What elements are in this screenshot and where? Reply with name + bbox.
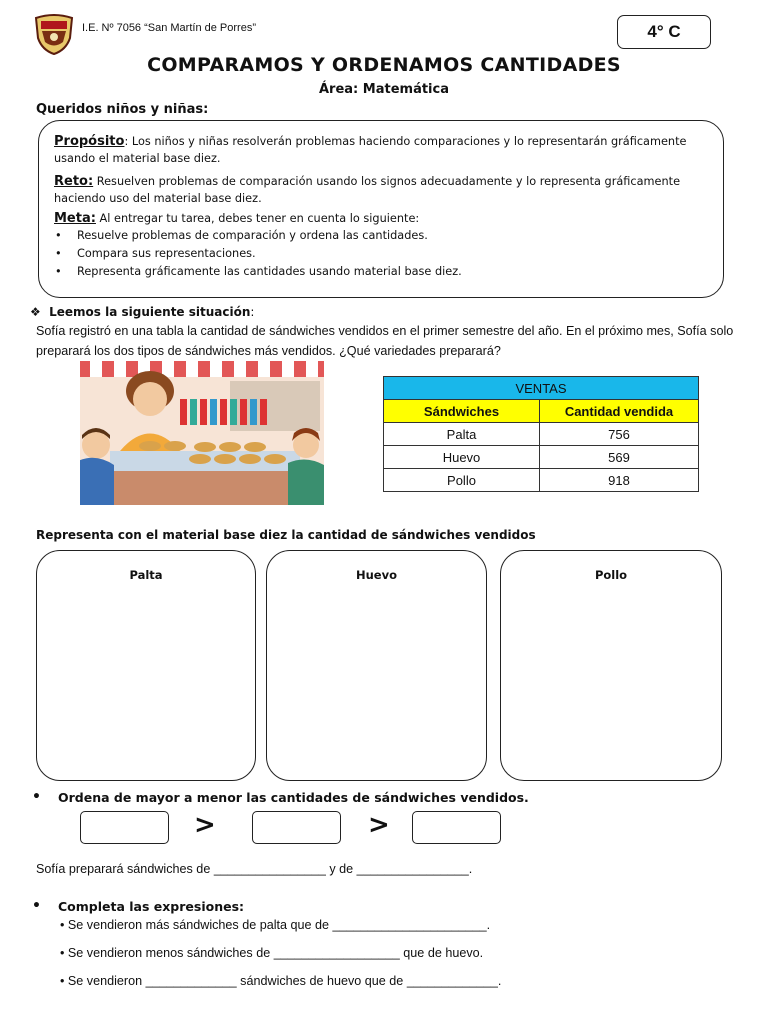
diamond-bullet-icon: ❖ bbox=[30, 305, 41, 319]
reto-text: Resuelven problemas de comparación usando los signos adecuadamente y lo representa gráficamente haciendo uso del material base diez. bbox=[54, 175, 681, 205]
reto-label: Reto: bbox=[54, 174, 94, 189]
meta-label: Meta: bbox=[54, 211, 96, 226]
situation-heading bbox=[30, 305, 254, 319]
table-cell: 756 bbox=[540, 423, 699, 446]
table-cell: Huevo bbox=[384, 446, 540, 469]
bullet-icon: • bbox=[32, 898, 41, 914]
grade-badge: 4° C bbox=[617, 15, 711, 49]
situation-heading-colon: : bbox=[250, 305, 255, 319]
table-cell: 569 bbox=[540, 446, 699, 469]
table-cell: 918 bbox=[540, 469, 699, 492]
answer-box-pollo[interactable]: Pollo bbox=[500, 550, 722, 781]
proposito-label: Propósito bbox=[54, 134, 125, 149]
answer-box-huevo[interactable]: Huevo bbox=[266, 550, 487, 781]
table-row bbox=[384, 446, 699, 469]
situation-heading-text: Leemos la siguiente situación bbox=[49, 305, 251, 319]
greeting: Queridos niños y niñas: bbox=[36, 102, 209, 117]
sales-table bbox=[383, 376, 699, 492]
greater-than-symbol: > bbox=[194, 810, 216, 840]
represent-instruction: Representa con el material base diez la cantidad de sándwiches vendidos bbox=[36, 528, 536, 542]
answer-line[interactable]: Sofía preparará sándwiches de ________________ y de ________________. bbox=[36, 862, 473, 876]
order-instruction: Ordena de mayor a menor las cantidades de sándwiches vendidos. bbox=[58, 790, 529, 805]
subject-area: Área: Matemática bbox=[319, 82, 449, 97]
page-title: COMPARAMOS Y ORDENAMOS CANTIDADES bbox=[147, 54, 621, 76]
bullet-icon: • bbox=[32, 789, 41, 805]
complete-expression[interactable]: • Se vendieron más sándwiches de palta que de ______________________. bbox=[60, 918, 491, 932]
complete-expression[interactable]: • Se vendieron _____________ sándwiches de huevo que de _____________. bbox=[60, 974, 502, 988]
proposito-text: : Los niños y niñas resolverán problemas haciendo comparaciones y lo representarán gráficamente usando el material base diez. bbox=[54, 135, 687, 165]
proposito bbox=[54, 133, 714, 167]
table-cell: Pollo bbox=[384, 469, 540, 492]
complete-instruction: Completa las expresiones: bbox=[58, 899, 245, 914]
order-answer-box[interactable] bbox=[412, 811, 501, 844]
school-crest-icon bbox=[32, 12, 76, 56]
situation-text: Sofía registró en una tabla la cantidad de sándwiches vendidos en el primer semestre del año. En el próximo mes, Sofía solo preparará los dos tipos de sándwiches más vendidos. ¿Qué variedades preparará? bbox=[36, 324, 734, 358]
goals-box bbox=[38, 120, 724, 298]
table-row bbox=[384, 423, 699, 446]
reto bbox=[54, 173, 714, 207]
order-answer-box[interactable] bbox=[80, 811, 169, 844]
meta-bullet: • Representa gráficamente las cantidades usando material base diez. bbox=[77, 265, 462, 278]
sales-table-header: Cantidad vendida bbox=[540, 400, 699, 423]
meta bbox=[54, 210, 714, 227]
table-cell: Palta bbox=[384, 423, 540, 446]
order-answer-box[interactable] bbox=[252, 811, 341, 844]
sales-table-caption: VENTAS bbox=[384, 377, 699, 400]
answer-box-palta[interactable]: Palta bbox=[36, 550, 256, 781]
greater-than-symbol: > bbox=[368, 810, 390, 840]
meta-bullet: • Resuelve problemas de comparación y ordena las cantidades. bbox=[77, 229, 428, 242]
meta-text: Al entregar tu tarea, debes tener en cuenta lo siguiente: bbox=[95, 212, 420, 225]
complete-expression[interactable]: • Se vendieron menos sándwiches de __________________ que de huevo. bbox=[60, 946, 484, 960]
school-name: I.E. Nº 7056 “San Martín de Porres” bbox=[82, 22, 256, 34]
meta-bullet: • Compara sus representaciones. bbox=[77, 247, 256, 260]
sandwich-shop-illustration bbox=[80, 361, 324, 505]
table-row bbox=[384, 469, 699, 492]
sales-table-header: Sándwiches bbox=[384, 400, 540, 423]
